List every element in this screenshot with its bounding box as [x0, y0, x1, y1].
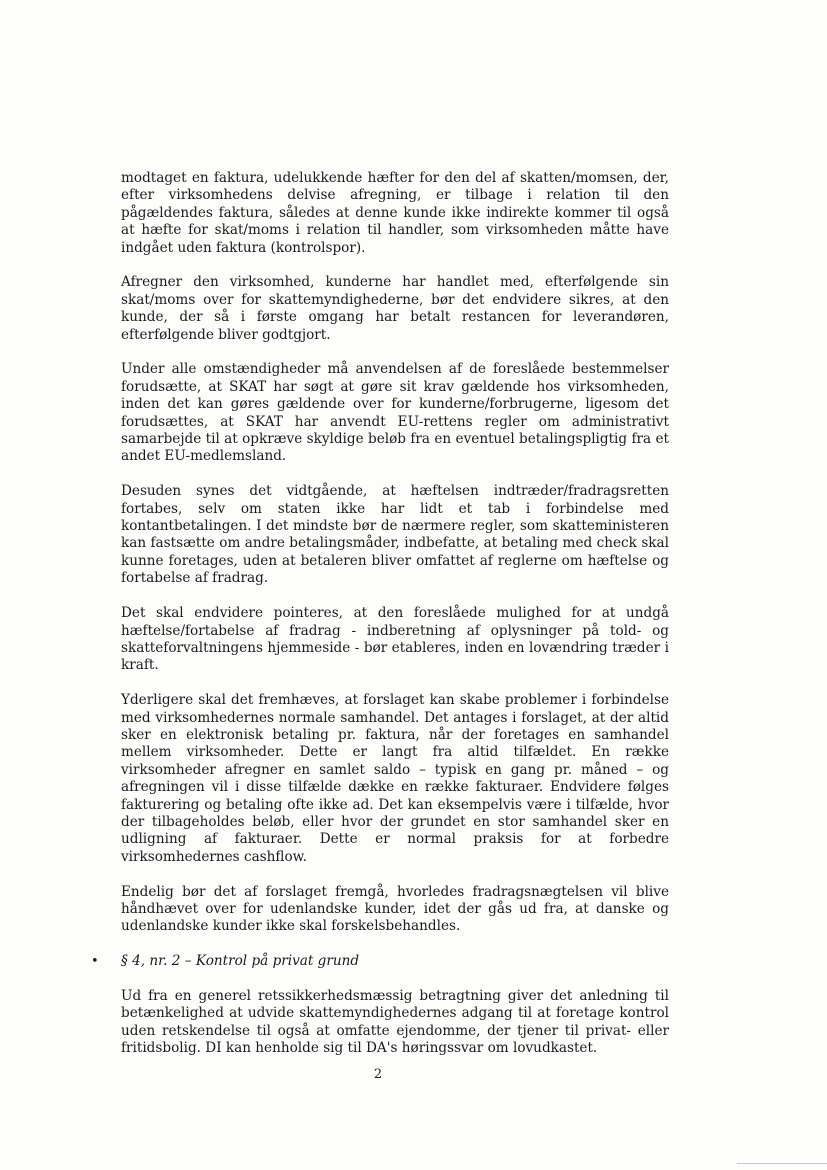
section-heading-text: § 4, nr. 2 – Kontrol på privat grund [121, 953, 360, 970]
document-body [91, 170, 669, 1075]
section-heading [91, 953, 669, 970]
paragraph-afregning: Afregner den virksomhed, kunderne har handlet med, efterfølgende sin skat/moms over for skattemyndighederne, bør det endvidere sikres, at den kunde, der så i første omgang har betalt restancen for leverandøren, efterfølgende bliver godtgjort. [121, 274, 669, 343]
scan-artifact-line [737, 1163, 827, 1164]
paragraph-omstaendigheder: Under alle omstændigheder må anvendelsen af de foreslåede bestemmelser forudsætte, at SKAT har søgt at gøre sit krav gældende hos virksomheden, inden det kan gøres gældende over for kunderne/forbrugerne, ligesom det forudsættes, at SKAT har anvendt EU-rettens regler om administrativt samarbejde til at opkræve skyldige beløb fra en eventuel betalingspligtig fra et andet EU-medlemsland. [121, 361, 669, 465]
page-number: 2 [373, 1067, 383, 1082]
paragraph-privat-grund: Ud fra en generel retssikkerhedsmæssig betragtning giver det anledning til betænkelighed at udvide skattemyndighedernes adgang til at foretage kontrol uden retskendelse til også at omfatte ejendomme, der tjener til privat- eller fritidsbolig. DI kan henholde sig til DA's høringssvar om lovudkastet. [121, 987, 669, 1057]
paragraph-samhandel: Yderligere skal det fremhæves, at forslaget kan skabe problemer i forbindelse med virksomhedernes normale samhandel. Det antages i forslaget, at der altid sker en elektronisk betaling pr. faktura, når der foretages en samhandel mellem virksomheder. Dette er langt fra altid tilfældet. En række virksomheder afregner en samlet saldo – typisk en gang pr. måned – og afregningen vil i disse tilfælde dække en række fakturaer. Endvidere følges fakturering og betaling ofte ikke ad. Det kan eksempelvis være i tilfælde, hvor der tilbageholdes beløb, eller hvor der grundet en stor samhandel sker en udligning af fakturaer. Dette er normal praksis for at forbedre virksomhedernes cashflow. [121, 692, 669, 865]
paragraph-kontrolspor: modtaget en faktura, udelukkende hæfter for den del af skatten/momsen, der, efter virksomhedens delvise afregning, er tilbage i relation til den pågældendes faktura, således at denne kunde ikke indirekte kommer til også at hæfte for skat/moms i relation til handler, som virksomheden måtte have indgået uden faktura (kontrolspor). [121, 170, 669, 256]
paragraph-udenlandske-kunder: Endelig bør det af forslaget fremgå, hvorledes fradragsnægtelsen vil blive håndhævet over for udenlandske kunder, idet der gås ud fra, at danske og udenlandske kunder ikke skal forskelsbehandles. [121, 883, 669, 935]
paragraph-indberetning: Det skal endvidere pointeres, at den foreslåede mulighed for at undgå hæftelse/fortabelse af fradrag - indberetning af oplysninger på told- og skatteforvaltningens hjemmeside - bør etableres, inden en lovændring træder i kraft. [121, 605, 669, 674]
paragraph-kontantbetaling: Desuden synes det vidtgående, at hæftelsen indtræder/fradragsretten fortabes, selv om staten ikke har lidt et tab i forbindelse med kontantbetalingen. I det mindste bør de nærmere regler, som skatteministeren kan fastsætte om andre betalingsmåder, indbefatte, at betaling med check skal kunne foretages, uden at betaleren bliver omfattet af reglerne om hæftelse og fortabelse af fradrag. [121, 483, 669, 587]
bullet-icon: • [91, 954, 99, 970]
